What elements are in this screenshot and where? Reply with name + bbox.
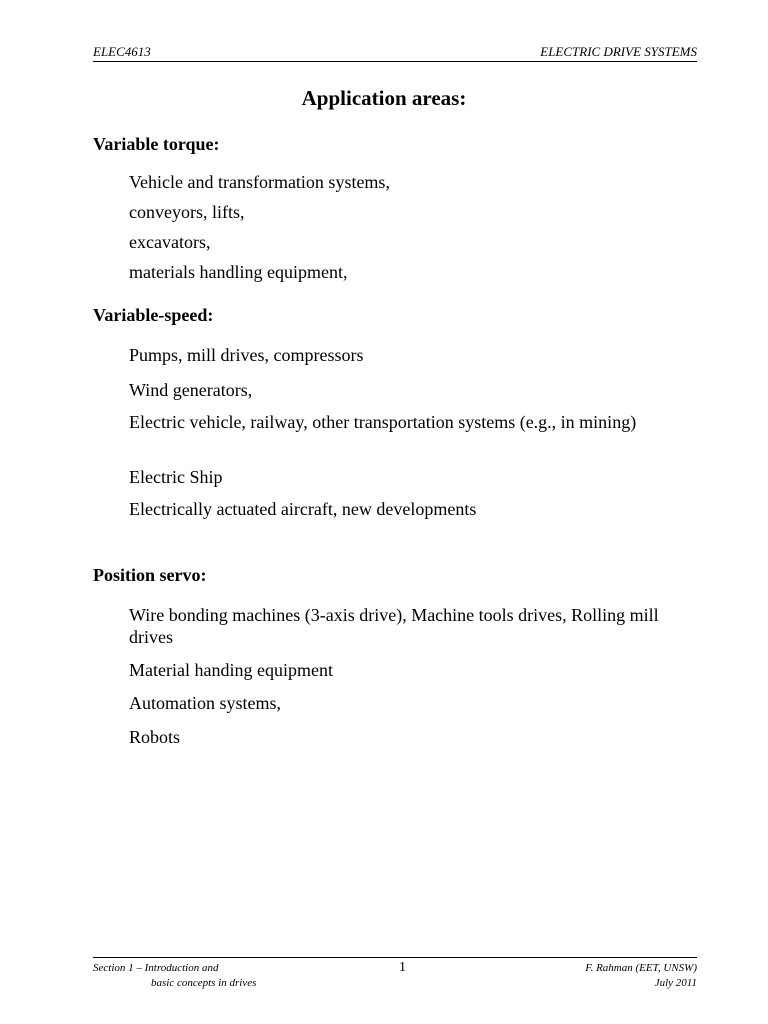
section-heading-variable-torque: Variable torque: bbox=[93, 134, 220, 154]
list-item: Electric Ship bbox=[129, 467, 223, 487]
list-item: Vehicle and transformation systems, bbox=[129, 172, 390, 192]
list-item: materials handling equipment, bbox=[129, 262, 348, 282]
section-heading-variable-speed: Variable-speed: bbox=[93, 305, 214, 325]
course-title: ELECTRIC DRIVE SYSTEMS bbox=[540, 44, 697, 59]
list-item: Material handing equipment bbox=[129, 660, 333, 680]
page-footer bbox=[93, 957, 697, 998]
list-item: Wire bonding machines (3-axis drive), Machine tools drives, Rolling mill drives bbox=[129, 605, 659, 647]
footer-date: July 2011 bbox=[654, 977, 697, 989]
list-item: Wind generators, bbox=[129, 380, 253, 400]
list-item: Automation systems, bbox=[129, 693, 281, 713]
footer-section-line2: basic concepts in drives bbox=[151, 977, 257, 989]
list-item: Pumps, mill drives, compressors bbox=[129, 345, 364, 365]
list-item: conveyors, lifts, bbox=[129, 202, 245, 222]
page-header bbox=[93, 43, 697, 62]
section-heading-position-servo: Position servo: bbox=[93, 565, 207, 585]
page-title: Application areas: bbox=[301, 86, 467, 110]
list-item: excavators, bbox=[129, 232, 211, 252]
footer-section-line1: Section 1 – Introduction and bbox=[93, 962, 219, 974]
list-item: Robots bbox=[129, 727, 181, 747]
list-item: Electric vehicle, railway, other transportation systems (e.g., in mining) bbox=[129, 412, 637, 432]
footer-author: F. Rahman (EET, UNSW) bbox=[585, 962, 697, 974]
page-number: 1 bbox=[399, 960, 406, 975]
course-code: ELEC4613 bbox=[93, 44, 151, 59]
list-item: Electrically actuated aircraft, new developments bbox=[129, 499, 477, 519]
